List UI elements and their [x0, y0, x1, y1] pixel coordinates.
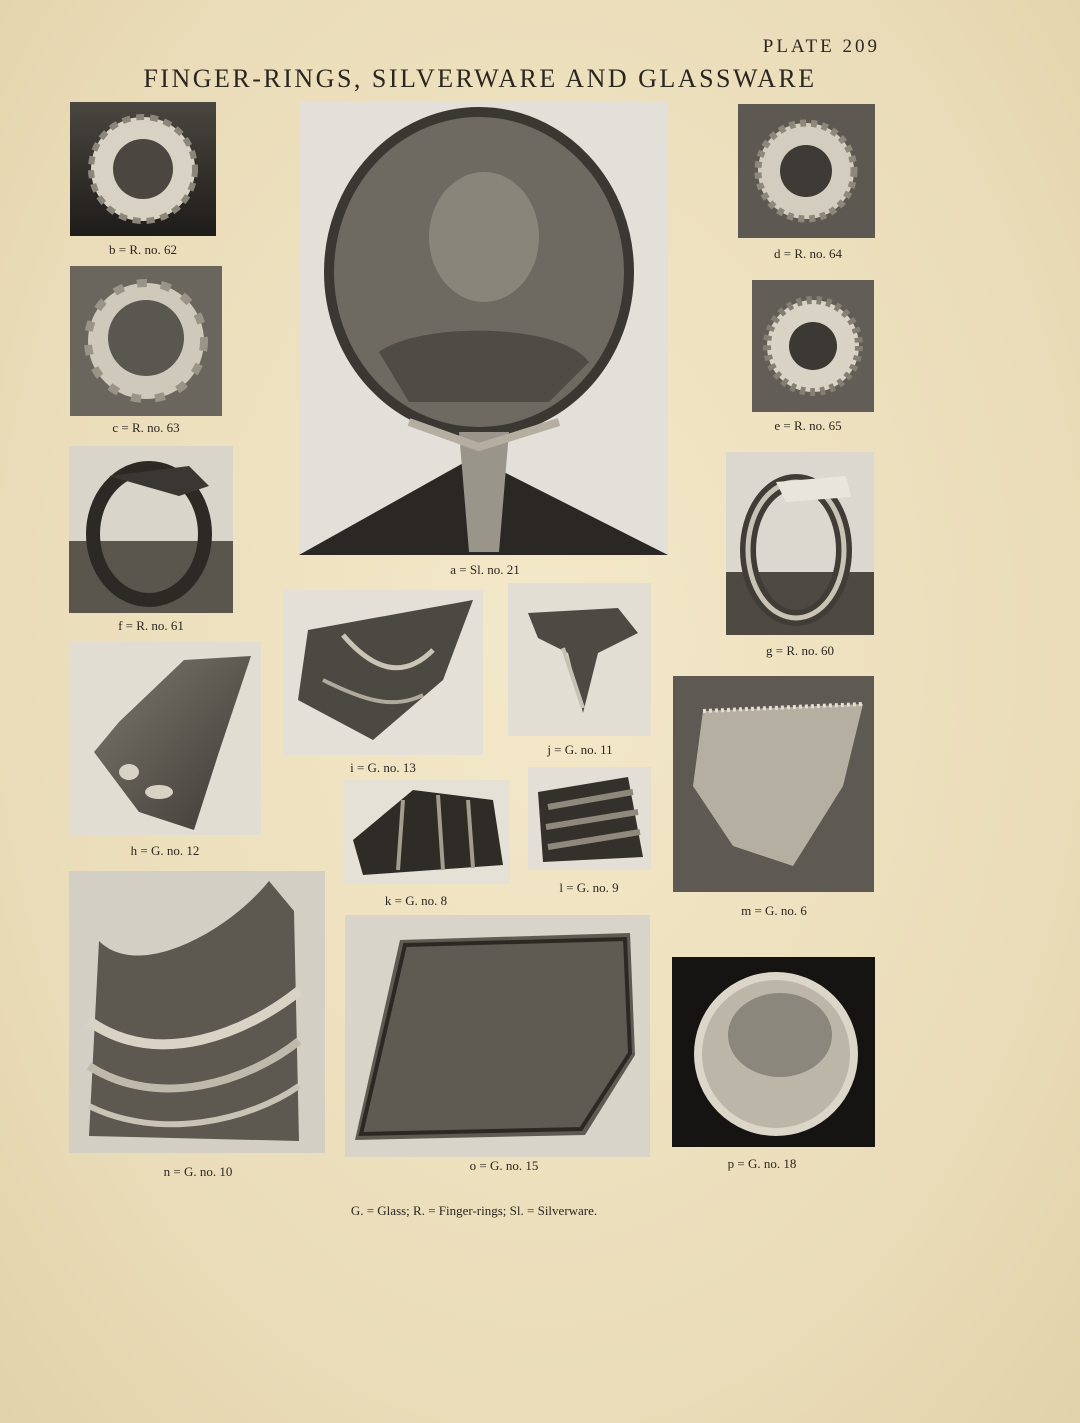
figure-h-caption: h = G. no. 12	[130, 843, 200, 858]
figure-h	[69, 642, 261, 835]
figure-p	[672, 957, 875, 1147]
figure-i-caption: i = G. no. 13	[350, 760, 416, 775]
ring-icon	[726, 452, 874, 635]
figure-j-caption: j = G. no. 11	[547, 742, 613, 757]
figure-p-caption: p = G. no. 18	[727, 1156, 797, 1171]
figure-g-caption: g = R. no. 60	[765, 643, 834, 658]
glass-fragment-icon	[508, 583, 651, 736]
figure-j	[508, 583, 651, 736]
ring-icon	[70, 266, 222, 416]
figure-n	[69, 871, 325, 1153]
figure-e-caption: e = R. no. 65	[774, 418, 842, 433]
ring-icon	[69, 446, 233, 613]
glass-fragment-icon	[69, 642, 261, 835]
figure-a	[299, 102, 668, 555]
abbreviation-legend: G. = Glass; R. = Finger-rings; Sl. = Silverware.	[350, 1203, 598, 1218]
figure-b-caption: b = R. no. 62	[108, 242, 177, 257]
figure-f	[69, 446, 233, 613]
figure-l	[528, 767, 651, 870]
figure-c	[70, 266, 222, 416]
glass-disc-icon	[672, 957, 875, 1147]
page-title: FINGER-RINGS, SILVERWARE AND GLASSWARE	[143, 64, 817, 93]
ring-icon	[752, 280, 874, 412]
ring-icon	[70, 102, 216, 236]
figure-f-caption: f = R. no. 61	[118, 618, 184, 633]
figure-i	[283, 590, 483, 755]
plate-number: PLATE 209	[762, 36, 880, 57]
glass-fragment-icon	[528, 767, 651, 870]
figure-d	[738, 104, 875, 238]
figure-m	[673, 676, 874, 892]
glass-fragment-icon	[343, 780, 510, 884]
glass-fragment-icon	[345, 915, 650, 1157]
figure-n-caption: n = G. no. 10	[163, 1164, 233, 1179]
glass-fragment-icon	[69, 871, 325, 1153]
figure-o-caption: o = G. no. 15	[469, 1158, 539, 1173]
figure-g	[726, 452, 874, 635]
figure-l-caption: l = G. no. 9	[559, 880, 619, 895]
glass-fragment-icon	[673, 676, 874, 892]
figure-a-caption: a = Sl. no. 21	[450, 562, 520, 577]
figure-e	[752, 280, 874, 412]
figure-c-caption: c = R. no. 63	[112, 420, 180, 435]
ring-icon	[738, 104, 875, 238]
silver-mirror-icon	[299, 102, 668, 555]
figure-m-caption: m = G. no. 6	[741, 903, 807, 918]
glass-fragment-icon	[283, 590, 483, 755]
figure-d-caption: d = R. no. 64	[773, 246, 842, 261]
figure-k	[343, 780, 510, 884]
figure-o	[345, 915, 650, 1157]
figure-b	[70, 102, 216, 236]
figure-k-caption: k = G. no. 8	[384, 893, 448, 908]
